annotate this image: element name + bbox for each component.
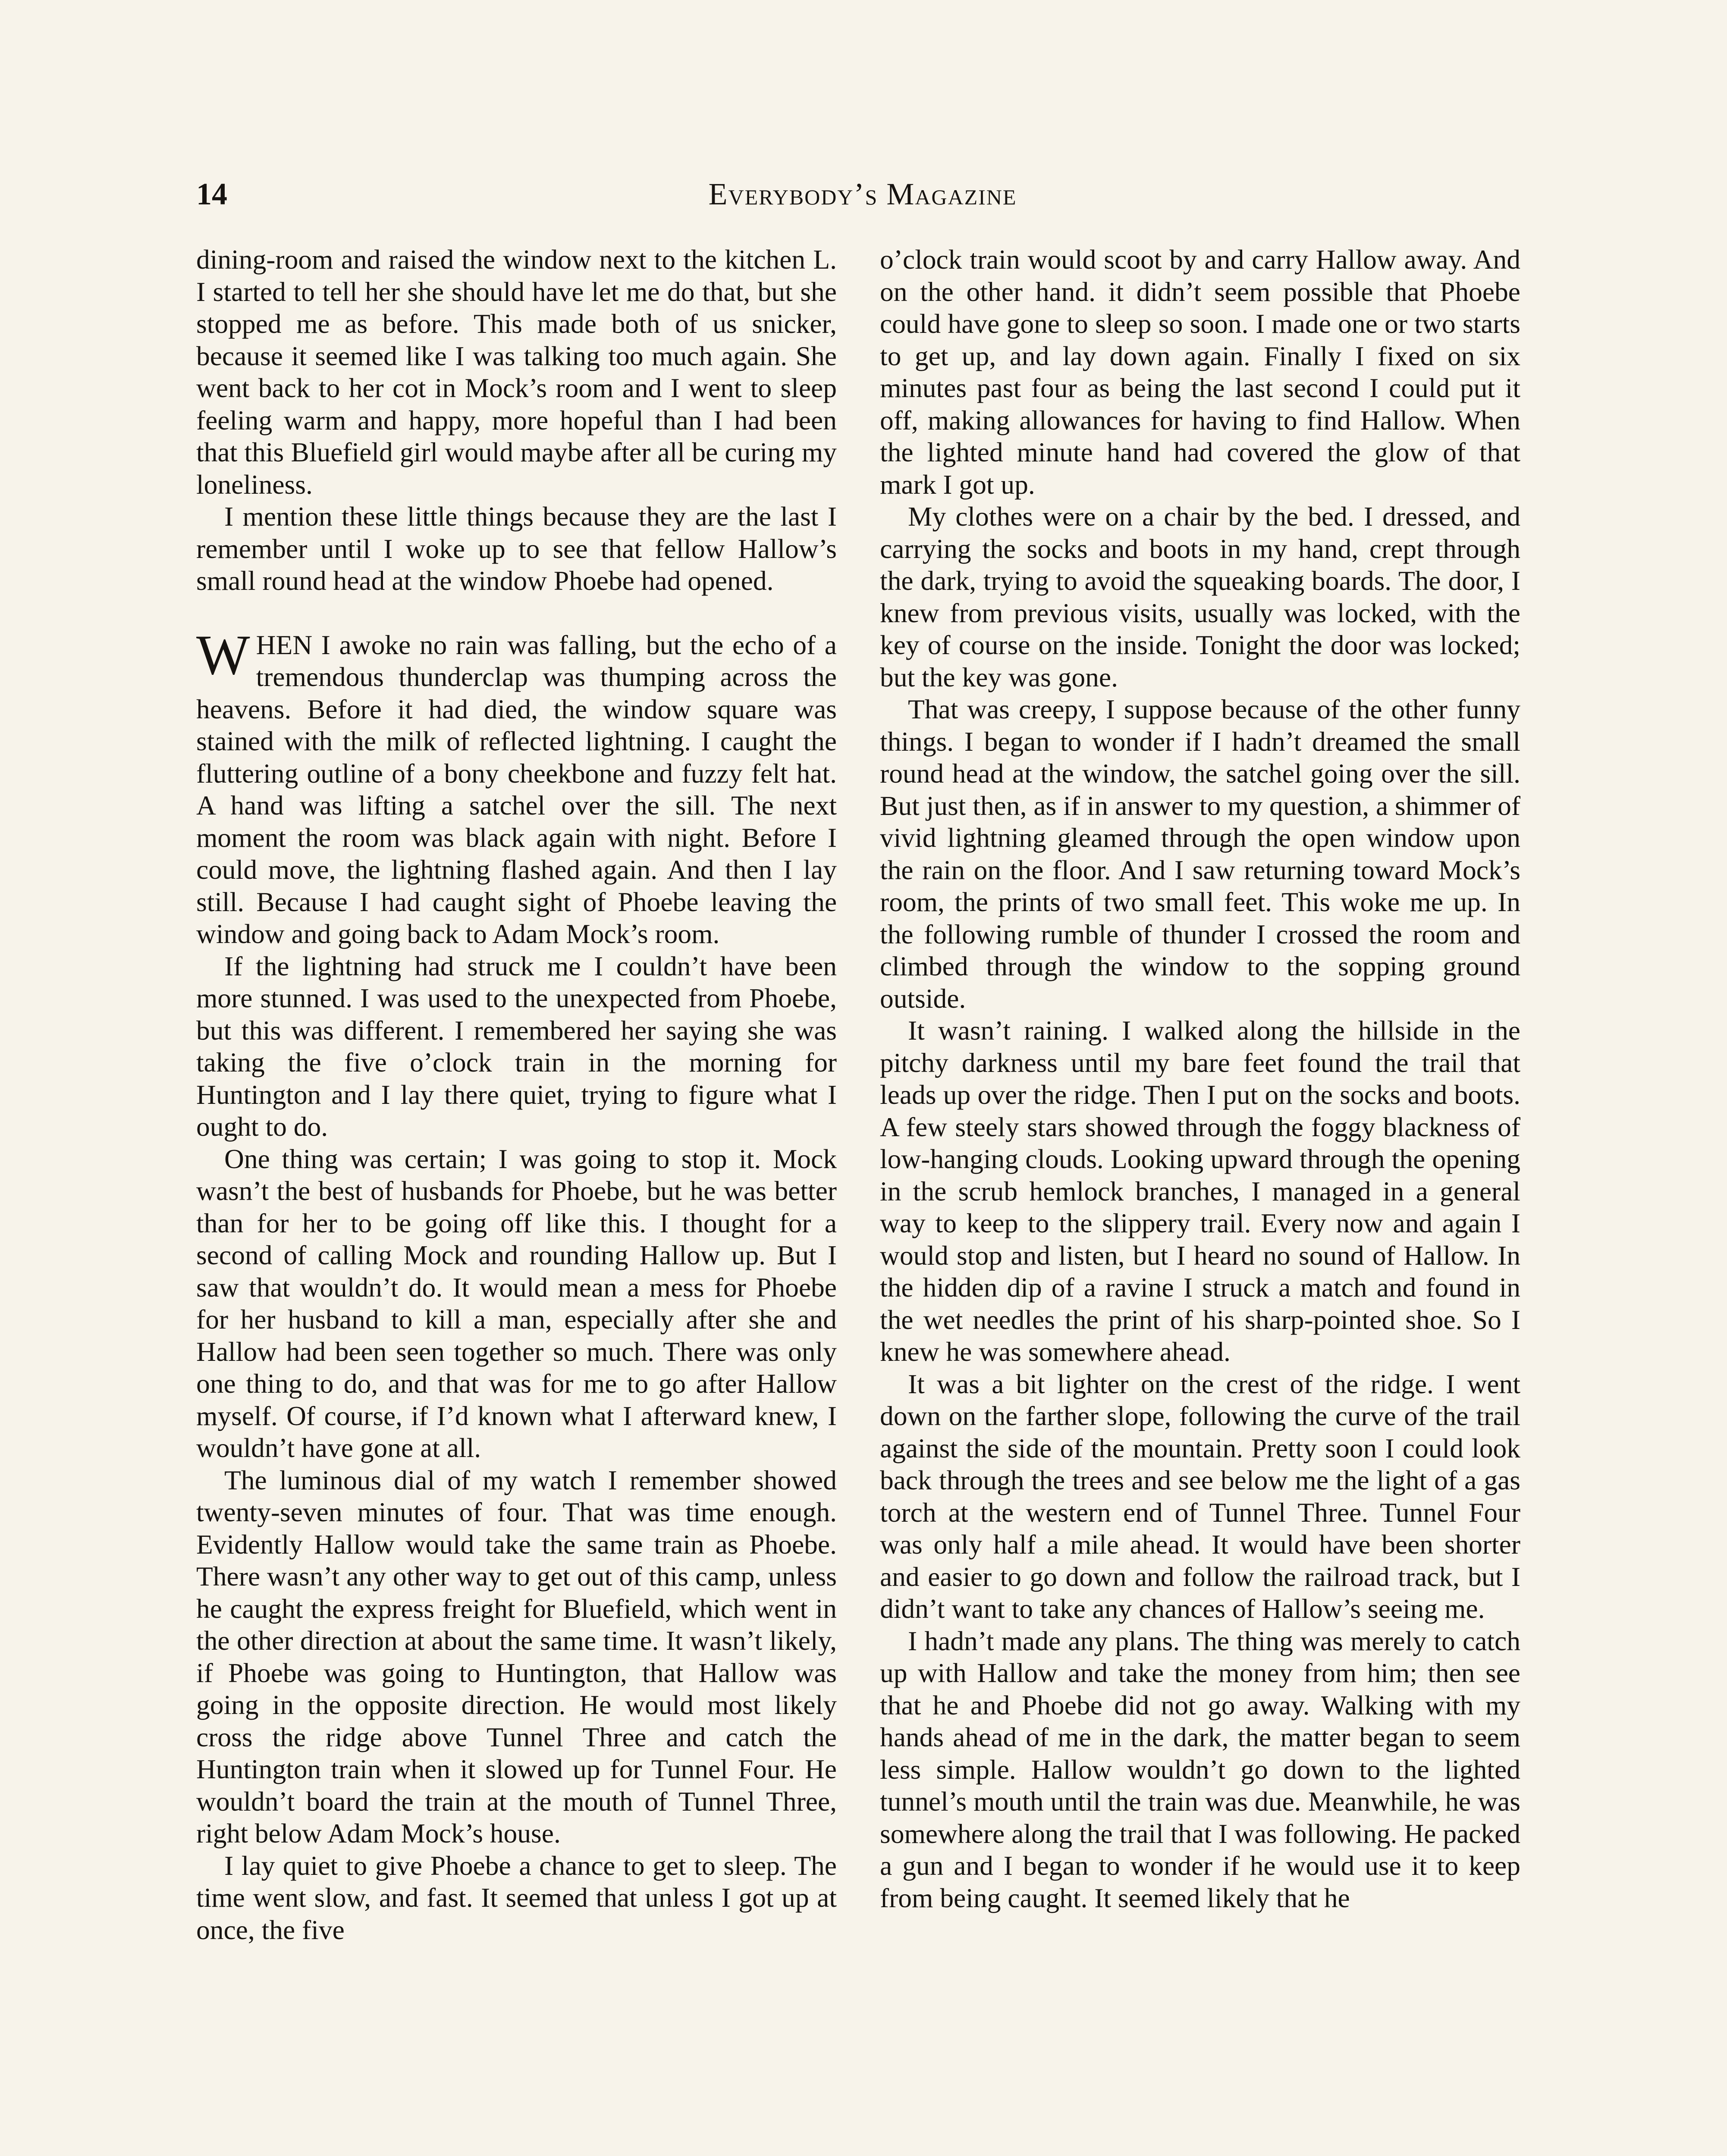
paragraph: The luminous dial of my watch I remember showed twenty-seven minutes of four. That was time enough. Evidently Hallow would take the same train as Phoebe. There wasn’t any other way to get out of this camp, unless he caught the express freight for Bluefield, which went in the other direction at about the same time. It wasn’t likely, if Phoebe was going to Huntington, that Hallow was going in the opposite direction. He would most likely cross the ridge above Tunnel Three and catch the Huntington train when it slowed up for Tunnel Four. He wouldn’t board the train at the mouth of Tunnel Three, right below Adam Mock’s house.	[196, 1464, 837, 1849]
paragraph: It was a bit lighter on the crest of the ridge. I went down on the farther slope, following the curve of the trail against the side of the mountain. Pretty soon I could look back through the trees and see below me the light of a gas torch at the western end of Tunnel Three. Tunnel Four was only half a mile ahead. It would have been shorter and easier to go down and follow the railroad track, but I didn’t want to take any chances of Hallow’s seeing me.	[880, 1368, 1520, 1624]
paragraph: dining-room and raised the window next to the kitchen L. I started to tell her she should have let me do that, but she stopped me as before. This made both of us snicker, because it seemed like I was talking too much again. She went back to her cot in Mock’s room and I went to sleep feeling warm and happy, more hopeful than I had been that this Bluefield girl would maybe after all be curing my loneliness.	[196, 244, 837, 500]
paragraph: I lay quiet to give Phoebe a chance to get to sleep. The time went slow, and fast. It seemed that unless I got up at once, the five	[196, 1850, 837, 1945]
page-header	[196, 170, 1529, 222]
paragraph: If the lightning had struck me I couldn’t have been more stunned. I was used to the unexpected from Phoebe, but this was different. I remembered her saying she was taking the five o’clock train in the morning for Huntington and I lay there quiet, trying to figure what I ought to do.	[196, 950, 837, 1142]
paragraph: It wasn’t raining. I walked along the hillside in the pitchy darkness until my bare feet found the trail that leads up over the ridge. Then I put on the socks and boots. A few steely stars showed through the foggy blackness of low-hanging clouds. Looking upward through the opening in the scrub hemlock branches, I managed in a general way to keep to the slippery trail. Every now and again I would stop and listen, but I heard no sound of Hallow. In the hidden dip of a ravine I struck a match and found in the wet needles the print of his sharp-pointed shoe. So I knew he was somewhere ahead.	[880, 1015, 1520, 1367]
paragraph-text: HEN I awoke no rain was falling, but the echo of a tremendous thunderclap was thumping across the heavens. Before it had died, the window square was stained with the milk of reflected lightning. I caught the fluttering outline of a bony cheekbone and fuzzy felt hat. A hand was lifting a satchel over the sill. The next moment the room was black again with night. Before I could move, the lightning flashed again. And then I lay still. Because I had caught sight of Phoebe leaving the window and going back to Adam Mock’s room.	[196, 629, 837, 949]
running-head: Everybody’s Magazine	[708, 177, 1017, 211]
paragraph: I mention these little things because they are the last I remember until I woke up to see that fellow Hallow’s small round head at the window Phoebe had opened.	[196, 501, 837, 596]
page-number: 14	[196, 177, 227, 211]
section-opening-paragraph	[196, 623, 837, 950]
paragraph: My clothes were on a chair by the bed. I dressed, and carrying the socks and boots in my hand, crept through the dark, trying to avoid the squeaking boards. The door, I knew from previous visits, usually was locked, with the key of course on the inside. Tonight the door was locked; but the key was gone.	[880, 501, 1520, 693]
paragraph: That was creepy, I suppose because of the other funny things. I began to wonder if I hadn’t dreamed the small round head at the window, the satchel going over the sill. But just then, as if in answer to my question, a shimmer of vivid lightning gleamed through the open window upon the rain on the floor. And I saw returning toward Mock’s room, the prints of two small feet. This woke me up. In the following rumble of thunder I crossed the room and climbed through the window to the sopping ground outside.	[880, 694, 1520, 1014]
paragraph: I hadn’t made any plans. The thing was merely to catch up with Hallow and take the money from him; then see that he and Phoebe did not go away. Walking with my hands ahead of me in the dark, the matter began to seem less simple. Hallow wouldn’t go down to the lighted tunnel’s mouth until the train was due. Meanwhile, he was somewhere along the trail that I was following. He packed a gun and I began to wonder if he would use it to keep from being caught. It seemed likely that he	[880, 1625, 1520, 1913]
right-column	[880, 244, 1520, 1914]
paragraph: o’clock train would scoot by and carry Hallow away. And on the other hand. it didn’t seem possible that Phoebe could have gone to sleep so soon. I made one or two starts to get up, and lay down again. Finally I fixed on six minutes past four as being the last second I could put it off, making allowances for having to find Hallow. When the lighted minute hand had covered the glow of that mark I got up.	[880, 244, 1520, 500]
left-column	[196, 244, 837, 1946]
paragraph: One thing was certain; I was going to stop it. Mock wasn’t the best of husbands for Phoebe, but he was better than for her to be going off like this. I thought for a second of calling Mock and rounding Hallow up. But I saw that wouldn’t do. It would mean a mess for Phoebe for her husband to kill a man, especially after she and Hallow had been seen together so much. There was only one thing to do, and that was for me to go after Hallow myself. Of course, if I’d known what I afterward knew, I wouldn’t have gone at all.	[196, 1143, 837, 1463]
drop-cap: W	[196, 623, 250, 686]
